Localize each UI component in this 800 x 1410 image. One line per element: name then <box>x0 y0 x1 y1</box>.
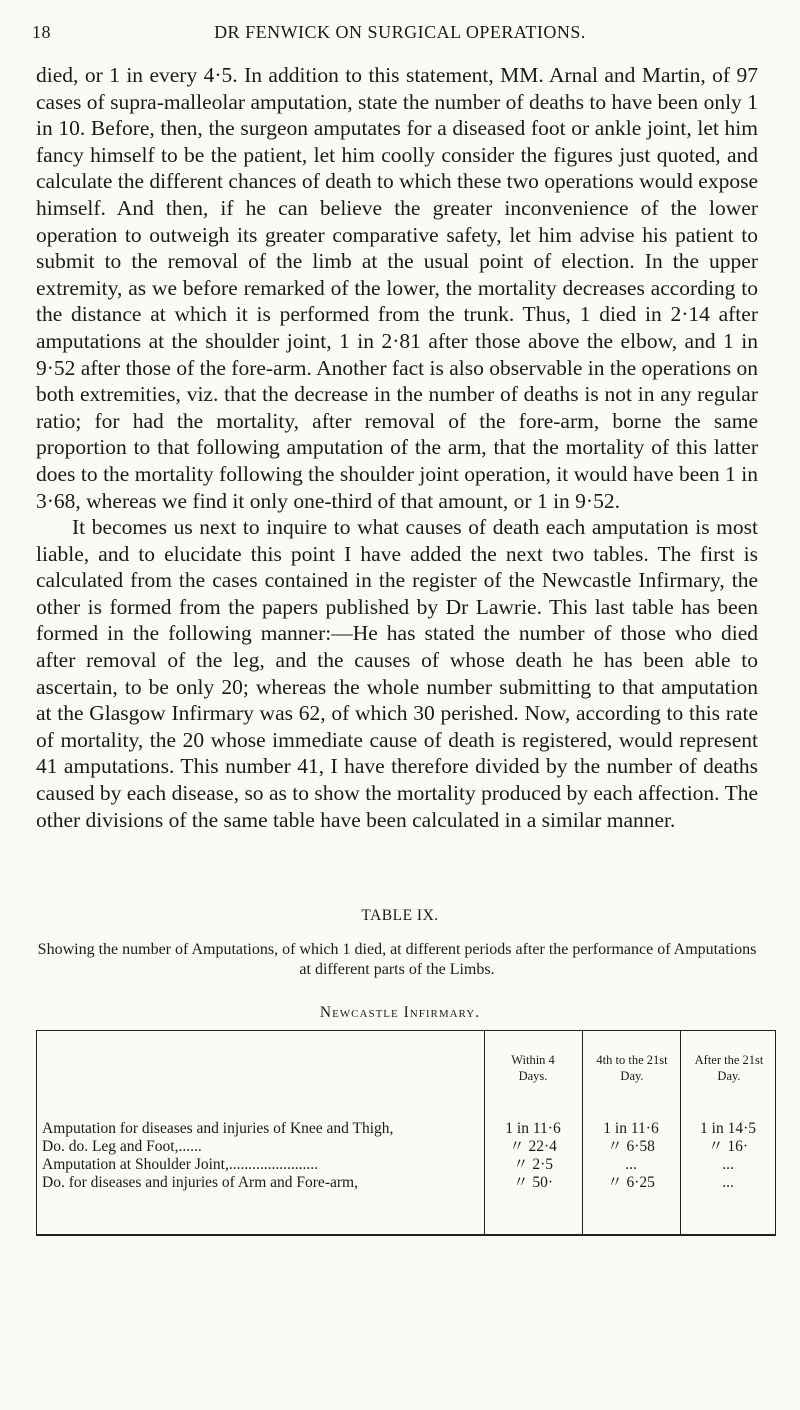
row-label: Amputation at Shoulder Joint,....................... <box>42 1156 318 1173</box>
table-cell: 〃 2·5 <box>512 1156 554 1173</box>
table-cell: 〃 50· <box>512 1174 554 1191</box>
data-table <box>36 1030 776 1236</box>
table-subtitle: Newcastle Infirmary. <box>319 1004 481 1021</box>
row-label: Amputation for diseases and injuries of Knee and Thigh, <box>42 1120 394 1137</box>
table-bottom-rule <box>36 1234 776 1236</box>
row-label: Do. for diseases and injuries of Arm and Fore-arm, <box>42 1174 358 1191</box>
table-cell: ... <box>722 1174 734 1191</box>
table-cell: ... <box>625 1156 637 1173</box>
body-text <box>36 62 758 833</box>
paragraph: died, or 1 in every 4·5. In addition to this statement, MM. Arnal and Martin, of 97 cases of supra-malleolar amputation, state the number of deaths to have been only 1 in 10. Before, then, the surgeon amputates for a diseased foot or ankle joint, let him fancy himself to be the patient, let him coolly consider the figures just quoted, and calculate the different chances of death to which these two operations would expose himself. And then, if he can believe the greater inconvenience of the lower operation to outweigh its greater comparative safety, let him advise his patient to submit to the removal of the limb at the usual point of election. In the upper extremity, as we before remarked of the lower, the mortality decreases according to the distance at which it is performed from the trunk. Thus, 1 died in 2·14 after amputations at the shoulder joint, 1 in 2·81 after those above the elbow, and 1 in 9·52 after those of the fore-arm. Another fact is also observable in the operations on both extremities, viz. that the decrease in the number of deaths is not in any regular ratio; for had the mortality, after removal of the fore-arm, borne the same proportion to that following amputation of the arm, that the mortality of this latter does to the mortality following the shoulder joint operation, it would have been 1 in 3·68, whereas we find it only one-third of that amount, or 1 in 9·52. <box>36 63 758 513</box>
table-top-rule <box>36 1030 776 1031</box>
table-divider <box>680 1030 681 1236</box>
page-number: 18 <box>32 22 51 42</box>
table-caption: Showing the number of Amputations, of which 1 died, at different periods after the performance of Amputations at different parts of the Limbs. <box>37 941 757 978</box>
column-within-4-days <box>488 1120 578 1192</box>
paragraph: It becomes us next to inquire to what causes of death each amputation is most liable, and to elucidate this point I have added the next two tables. The first is calculated from the cases contained in the register of the Newcastle Infirmary, the other is formed from the papers published by Dr Lawrie. This last table has been formed in the following manner:—He has stated the number of those who died after removal of the leg, and the causes of whose death he has been able to ascertain, to be only 20; whereas the whole number submitting to that amputation at the Glasgow Infirmary was 62, of which 30 perished. Now, according to this rate of mortality, the 20 whose immediate cause of death is registered, would represent 41 amputations. This number 41, I have therefore divided by the number of deaths caused by each disease, so as to show the mortality produced by each affection. The other divisions of the same table have been calculated in a similar manner. <box>36 515 758 832</box>
column-header: 4th to the 21st Day. <box>596 1053 668 1083</box>
column-header: Within 4 Days. <box>511 1053 555 1083</box>
table-cell: 〃 6·58 <box>607 1138 655 1155</box>
column-4th-to-21st-day <box>586 1120 676 1192</box>
table-cell: 1 in 11·6 <box>505 1120 561 1137</box>
row-label: Do. do. Leg and Foot,...... <box>42 1138 202 1155</box>
table-title: TABLE IX. <box>361 907 439 924</box>
table-cell: 〃 6·25 <box>607 1174 655 1191</box>
table-divider <box>775 1030 776 1236</box>
table-cell: 〃 16· <box>707 1138 749 1155</box>
table-cell: ... <box>722 1156 734 1173</box>
row-labels <box>42 1120 482 1192</box>
table-cell: 1 in 14·5 <box>700 1120 756 1137</box>
column-after-21st-day <box>684 1120 772 1192</box>
table-divider <box>484 1030 485 1236</box>
column-header: After the 21st Day. <box>694 1053 764 1083</box>
table-cell: 1 in 11·6 <box>603 1120 659 1137</box>
table-divider <box>36 1030 37 1236</box>
running-title: DR FENWICK ON SURGICAL OPERATIONS. <box>214 22 586 42</box>
table-divider <box>582 1030 583 1236</box>
table-cell: 〃 22·4 <box>509 1138 557 1155</box>
